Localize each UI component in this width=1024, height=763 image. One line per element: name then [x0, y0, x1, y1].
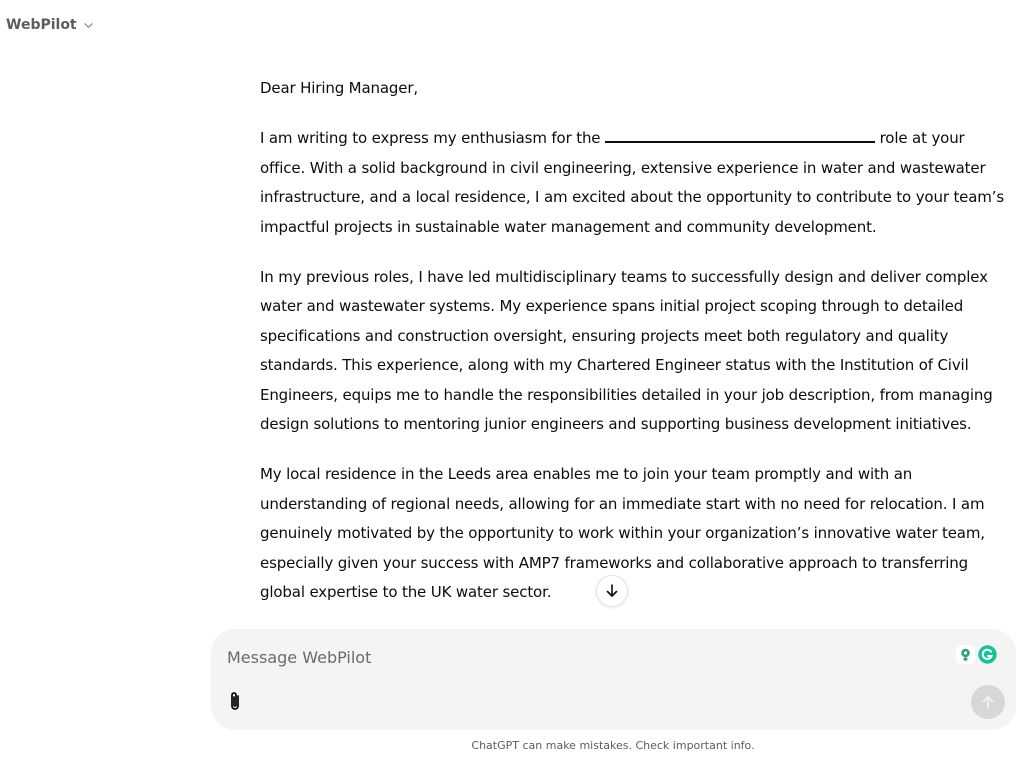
attach-file-button[interactable]: [225, 689, 245, 713]
p1-text-after: role at your office. With a solid background in civil engineering, extensive experience in water and wastewater infrastructure, and a local residence, I am excited about the opportunity to contribute to your team’s impactful projects in sustainable water management and community development.: [260, 129, 1005, 236]
p1-text-before: I am writing to express my enthusiasm for the: [260, 129, 605, 148]
model-name: WebPilot: [6, 17, 77, 33]
message-paragraph-2: In my previous roles, I have led multidisciplinary teams to successfully design and deliver complex water and wastewater systems. My experience spans initial project scoping through to detailed specifications and construction oversight, ensuring projects meet both regulatory and quality standards. This experience, along with my Chartered Engineer status with the Institution of Civil Engineers, equips me to handle the responsibilities detailed in your job description, from managing design solutions to mentoring junior engineers and supporting business development initiatives.: [260, 268, 993, 434]
lightbulb-extension-icon[interactable]: [956, 645, 975, 664]
chevron-down-icon: [83, 19, 95, 31]
arrow-up-icon: [980, 694, 996, 710]
send-button[interactable]: [971, 685, 1005, 719]
assistant-message: [260, 74, 1010, 629]
blank-fill-line: [605, 127, 875, 143]
message-paragraph-3: My local residence in the Leeds area enables me to join your team promptly and with an understanding of regional needs, allowing for an immediate start with no need for relocation. I am genuinely motivated by the opportunity to work within your organization’s innovative water team, especially given your success with AMP7 frameworks and collaborative approach to transferring global expertise to the UK water sector.: [260, 465, 985, 602]
message-composer: [211, 629, 1016, 730]
message-input[interactable]: [227, 645, 927, 669]
scroll-to-bottom-button[interactable]: [596, 575, 628, 607]
footer-disclaimer: ChatGPT can make mistakes. Check important info.: [471, 739, 755, 752]
message-greeting: Dear Hiring Manager,: [260, 79, 419, 97]
extension-icons: [956, 645, 997, 664]
paperclip-icon: [227, 690, 243, 712]
message-paragraph-1: [260, 124, 1010, 242]
model-selector[interactable]: [6, 14, 95, 36]
grammarly-icon[interactable]: [978, 645, 997, 664]
arrow-down-icon: [604, 583, 620, 599]
